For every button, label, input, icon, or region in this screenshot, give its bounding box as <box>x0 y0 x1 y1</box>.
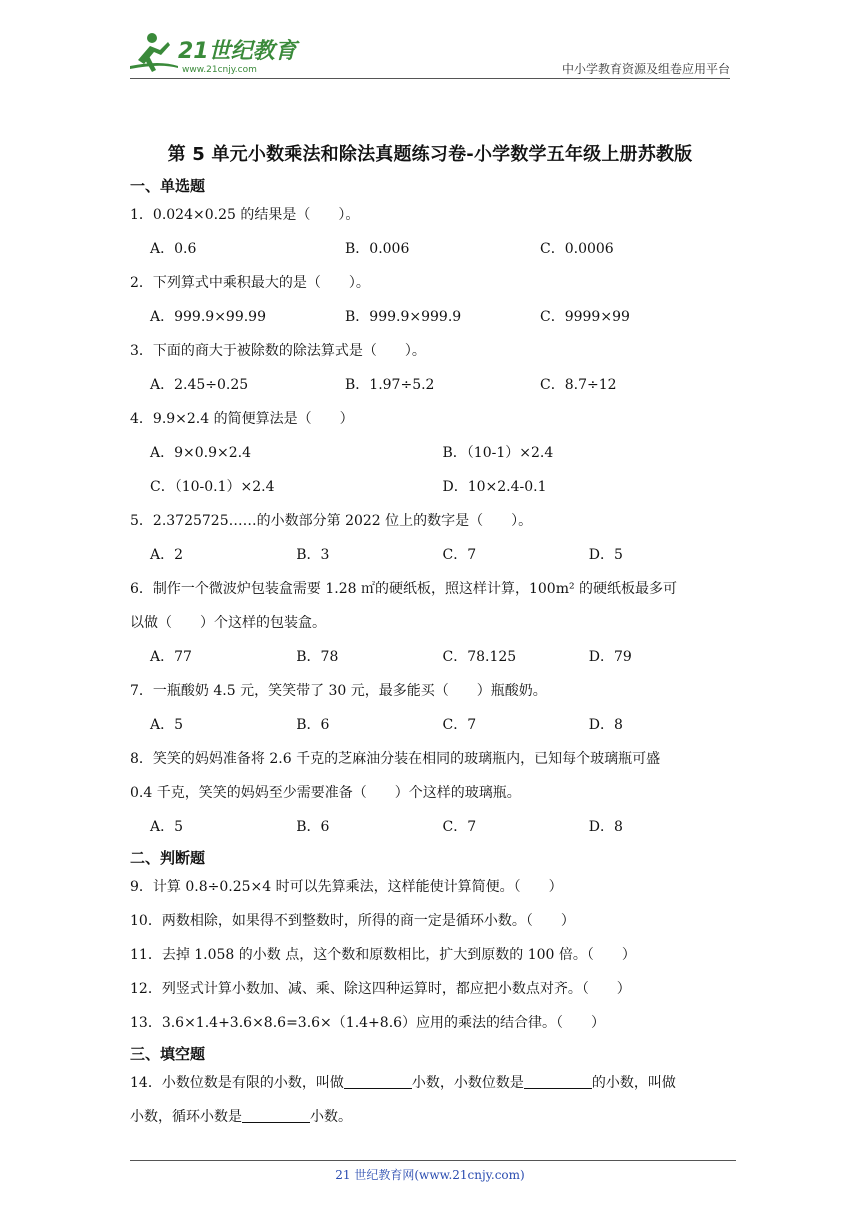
footer-divider <box>130 1160 736 1161</box>
question-5: 5．2.3725725……的小数部分第 2022 位上的数字是（ ）。 <box>130 513 533 529</box>
section-heading-single-choice: 一、单选题 <box>130 177 206 195</box>
header-divider <box>130 78 730 79</box>
question-2: 2．下列算式中乘积最大的是（ ）。 <box>130 275 370 291</box>
option: A．77 <box>150 649 192 665</box>
options-q2 <box>130 300 735 334</box>
q14-part: 小数，小数位数是 <box>411 1075 524 1091</box>
option: C．78.125 <box>442 649 517 665</box>
option: C．7 <box>442 547 477 563</box>
question-14 <box>130 1066 735 1134</box>
option: B．78 <box>296 649 339 665</box>
option: A．999.9×99.99 <box>150 309 266 325</box>
option: A．5 <box>150 819 184 835</box>
question-8: 8．笑笑的妈妈准备将 2.6 千克的芝麻油分装在相同的玻璃瓶内，已知每个玻璃瓶可盛 <box>130 751 661 767</box>
question-6-cont: 以做（ ）个这样的包装盒。 <box>130 615 326 631</box>
option: C．7 <box>442 819 477 835</box>
options-q8 <box>130 810 735 844</box>
option: C．9999×99 <box>540 309 630 325</box>
option: C．0.0006 <box>540 241 614 257</box>
page-title: 第 5 单元小数乘法和除法真题练习卷-小学数学五年级上册苏教版 <box>167 144 693 165</box>
options-q3 <box>130 368 735 402</box>
question-7: 7．一瓶酸奶 4.5 元，笑笑带了 30 元，最多能买（ ）瓶酸奶。 <box>130 683 547 699</box>
option: D．10×2.4-0.1 <box>442 479 547 495</box>
option: B．1.97÷5.2 <box>345 377 435 393</box>
q14-part: 14．小数位数是有限的小数，叫做 <box>130 1075 344 1091</box>
options-q7 <box>130 708 735 742</box>
options-q4-row1 <box>130 436 735 470</box>
q14-part: 的小数，叫做 <box>591 1075 676 1091</box>
option: D．79 <box>588 649 632 665</box>
options-q5 <box>130 538 735 572</box>
question-11: 11．去掉 1.058 的小数 点，这个数和原数相比，扩大到原数的 100 倍。（ ） <box>130 947 636 963</box>
answer-blank[interactable] <box>242 1106 310 1123</box>
question-6: 6．制作一个微波炉包装盒需要 1.28 ㎡的硬纸板，照这样计算，100m² 的硬纸板最多可 <box>130 581 678 597</box>
answer-blank[interactable] <box>344 1072 412 1089</box>
question-12: 12．列竖式计算小数加、减、乘、除这四种运算时，都应把小数点对齐。（ ） <box>130 981 631 997</box>
option: A．2 <box>150 547 184 563</box>
option: B．3 <box>296 547 330 563</box>
option: B．6 <box>296 819 330 835</box>
answer-blank[interactable] <box>524 1072 592 1089</box>
option: A．9×0.9×2.4 <box>150 445 252 461</box>
option: D．5 <box>588 547 623 563</box>
option: B．0.006 <box>345 241 410 257</box>
question-4: 4．9.9×2.4 的简便算法是（ ） <box>130 411 354 427</box>
q14-part: 小数，循环小数是 <box>130 1109 242 1125</box>
q14-part: 小数。 <box>310 1109 352 1125</box>
option: C．（10-0.1）×2.4 <box>150 479 275 495</box>
option: B．（10-1）×2.4 <box>442 445 554 461</box>
option: B．999.9×999.9 <box>345 309 462 325</box>
question-13: 13．3.6×1.4+3.6×8.6=3.6×（1.4+8.6）应用的乘法的结合律。（ ） <box>130 1015 606 1031</box>
option: C．8.7÷12 <box>540 377 617 393</box>
question-1: 1．0.024×0.25 的结果是（ ）。 <box>130 207 360 223</box>
options-q1 <box>130 232 735 266</box>
options-q6 <box>130 640 735 674</box>
option: B．6 <box>296 717 330 733</box>
option: C．7 <box>442 717 477 733</box>
svg-text:www.21cnjy.com: www.21cnjy.com <box>182 65 257 75</box>
footer-site[interactable]: 21 世纪教育网(www.21cnjy.com) <box>335 1168 525 1182</box>
option: D．8 <box>588 819 623 835</box>
option: A．0.6 <box>150 241 197 257</box>
exam-content <box>130 172 735 1134</box>
option: A．2.45÷0.25 <box>150 377 249 393</box>
svg-text:21世纪教育: 21世纪教育 <box>178 39 297 64</box>
option: D．8 <box>588 717 623 733</box>
logo-21cnjy <box>130 30 300 76</box>
page-header <box>130 30 730 80</box>
options-q4-row2 <box>130 470 735 504</box>
option: A．5 <box>150 717 184 733</box>
question-10: 10．两数相除，如果得不到整数时，所得的商一定是循环小数。（ ） <box>130 913 575 929</box>
question-3: 3．下面的商大于被除数的除法算式是（ ）。 <box>130 343 426 359</box>
question-9: 9．计算 0.8÷0.25×4 时可以先算乘法，这样能使计算简便。（ ） <box>130 879 563 895</box>
platform-label: 中小学教育资源及组卷应用平台 <box>561 62 730 76</box>
section-heading-true-false: 二、判断题 <box>130 849 206 867</box>
section-heading-fill-blank: 三、填空题 <box>130 1045 206 1063</box>
question-8-cont: 0.4 千克，笑笑的妈妈至少需要准备（ ）个这样的玻璃瓶。 <box>130 785 521 801</box>
